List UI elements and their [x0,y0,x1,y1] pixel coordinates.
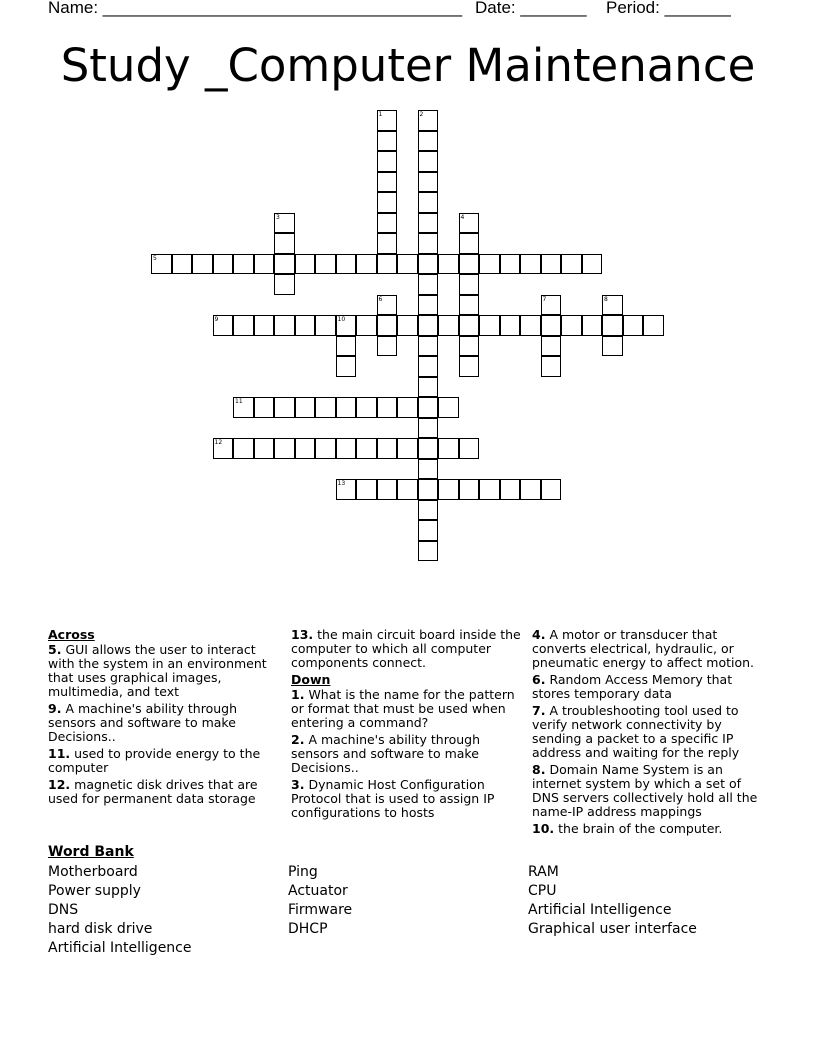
clue-across-11: 11. used to provide energy to the computer [48,746,261,775]
crossword-cell[interactable] [233,254,254,275]
crossword-cell[interactable] [377,438,398,459]
crossword-cell[interactable] [377,192,398,213]
crossword-cell[interactable] [377,131,398,152]
crossword-cell[interactable] [602,295,623,316]
crossword-cell[interactable] [295,254,316,275]
word-bank-item: Ping [288,864,318,880]
clue-number: 7 [542,295,547,303]
clue-down-2: 2. A machine's ability through sensors and software to make Decisions.. [291,732,481,775]
crossword-cell[interactable] [377,336,398,357]
word-bank-item: RAM [528,864,559,880]
crossword-cell[interactable] [459,438,480,459]
clue-number: 11 [235,398,243,405]
crossword-cell[interactable] [377,295,398,316]
crossword-cell[interactable] [336,315,357,336]
crossword-cell[interactable] [520,254,541,275]
crossword-cell[interactable] [561,315,582,336]
crossword-cell[interactable] [172,254,193,275]
crossword-cell[interactable] [336,397,357,418]
clue-number: 6 [378,295,383,303]
crossword-cell[interactable] [274,213,295,234]
clue-down-3: 3. Dynamic Host Configuration Protocol that is used to assign IP configurations to hosts [291,777,495,820]
clue-number: 12 [214,439,223,446]
date-field-label: Date: _______ [475,0,587,17]
crossword-cell[interactable] [192,254,213,275]
word-bank-item: Power supply [48,883,141,899]
crossword-cell[interactable] [500,479,521,500]
word-bank-item: DNS [48,902,79,918]
crossword-cell[interactable] [274,233,295,254]
clue-number: 2 [419,111,424,118]
word-bank-item: Graphical user interface [528,921,697,937]
crossword-cell[interactable] [295,315,316,336]
crossword-cell[interactable] [438,254,459,275]
crossword-cell[interactable] [459,479,480,500]
word-bank-item: DHCP [288,921,328,937]
crossword-cell[interactable] [233,438,254,459]
crossword-cell[interactable] [356,438,377,459]
crossword-cell[interactable] [602,336,623,357]
crossword-cell[interactable] [541,356,562,377]
crossword-cell[interactable] [459,315,480,336]
crossword-cell[interactable] [418,418,439,439]
word-bank-column-2 [288,863,352,939]
crossword-cell[interactable] [377,213,398,234]
clue-down-4: 4. A motor or transducer that converts electrical, hydraulic, or pneumatic energy to affect motion. [532,627,755,670]
crossword-cell[interactable] [336,254,357,275]
word-bank-item: Actuator [288,883,348,899]
clue-number: 8 [604,295,608,303]
crossword-cell[interactable] [541,479,562,500]
crossword-cell[interactable] [377,151,398,172]
crossword-cell[interactable] [541,295,562,316]
word-bank-column-3 [528,863,697,939]
crossword-cell[interactable] [418,397,439,418]
word-bank-column-1 [48,863,192,958]
crossword-cell[interactable] [377,172,398,193]
period-field-label: Period: _______ [606,0,731,17]
crossword-cell[interactable] [418,274,439,295]
word-bank-item: Motherboard [48,864,138,880]
crossword-cell[interactable] [274,315,295,336]
crossword-cell[interactable] [418,131,439,152]
crossword-cell[interactable] [336,438,357,459]
crossword-cell[interactable] [643,315,664,336]
clue-across-9: 9. A machine's ability through sensors and software to make Decisions.. [48,701,238,744]
clues-column-1 [48,628,273,809]
crossword-cell[interactable] [315,254,336,275]
crossword-cell[interactable] [397,254,418,275]
crossword-cell[interactable] [418,541,439,562]
crossword-cell[interactable] [336,336,357,357]
clue-across-12: 12. magnetic disk drives that are used for permanent data storage [48,777,258,806]
crossword-cell[interactable] [479,315,500,336]
crossword-cell[interactable] [418,500,439,521]
crossword-cell[interactable] [274,438,295,459]
crossword-cell[interactable] [418,110,439,131]
crossword-cell[interactable] [418,295,439,316]
clue-number: 1 [378,111,383,118]
crossword-cell[interactable] [479,479,500,500]
word-bank-item: Artificial Intelligence [48,940,192,956]
crossword-cell[interactable] [233,315,254,336]
name-field-label: Name: ______________________________________ [48,0,463,17]
crossword-cell[interactable] [233,397,254,418]
clue-number: 4 [460,213,465,221]
crossword-cell[interactable] [295,397,316,418]
crossword-cell[interactable] [254,397,275,418]
crossword-cell[interactable] [541,254,562,275]
crossword-cell[interactable] [336,356,357,377]
crossword-cell[interactable] [295,438,316,459]
crossword-cell[interactable] [459,295,480,316]
crossword-cell[interactable] [418,356,439,377]
crossword-cell[interactable] [377,315,398,336]
crossword-cell[interactable] [213,438,234,459]
crossword-cell[interactable] [623,315,644,336]
clues-column-3 [532,628,764,839]
word-bank-item: Artificial Intelligence [528,902,672,918]
crossword-cell[interactable] [418,377,439,398]
clue-number: 5 [153,254,157,262]
clue-down-10: 10. the brain of the computer. [532,821,723,836]
crossword-cell[interactable] [500,254,521,275]
down-heading: Down [291,672,331,687]
crossword-cell[interactable] [418,438,439,459]
crossword-cell[interactable] [254,254,275,275]
crossword-cell[interactable] [459,254,480,275]
clue-number: 3 [276,213,280,221]
crossword-cell[interactable] [213,254,234,275]
clues-column-2 [291,628,521,823]
crossword-cell[interactable] [459,336,480,357]
word-bank-item: CPU [528,883,557,899]
crossword-cell[interactable] [397,397,418,418]
crossword-cell[interactable] [377,110,398,131]
crossword-cell[interactable] [520,479,541,500]
crossword-cell[interactable] [418,233,439,254]
word-bank-item: Firmware [288,902,353,918]
crossword-cell[interactable] [254,315,275,336]
clue-number: 10 [337,316,346,323]
crossword-cell[interactable] [397,315,418,336]
crossword-cell[interactable] [438,438,459,459]
crossword-cell[interactable] [602,315,623,336]
crossword-cell[interactable] [418,459,439,480]
crossword-cell[interactable] [315,438,336,459]
clue-down-6: 6. Random Access Memory that stores temporary data [532,672,733,701]
crossword-cell[interactable] [418,336,439,357]
crossword-cell[interactable] [397,479,418,500]
crossword-cell[interactable] [582,315,603,336]
crossword-cell[interactable] [582,254,603,275]
crossword-cell[interactable] [274,397,295,418]
crossword-cell[interactable] [418,315,439,336]
crossword-cell[interactable] [541,315,562,336]
crossword-cell[interactable] [418,151,439,172]
crossword-cell[interactable] [500,315,521,336]
crossword-cell[interactable] [151,254,172,275]
crossword-cell[interactable] [356,254,377,275]
crossword-cell[interactable] [418,479,439,500]
crossword-cell[interactable] [438,315,459,336]
crossword-cell[interactable] [356,315,377,336]
crossword-cell[interactable] [377,254,398,275]
clue-down-8: 8. Domain Name System is an internet system by which a set of DNS servers collectively hold all the name-IP address mappings [532,762,758,819]
crossword-cell[interactable] [561,254,582,275]
crossword-cell[interactable] [274,254,295,275]
crossword-cell[interactable] [479,254,500,275]
crossword-cell[interactable] [377,397,398,418]
word-bank-item: hard disk drive [48,921,153,937]
crossword-cell[interactable] [459,213,480,234]
clue-across-5: 5. GUI allows the user to interact with the system in an environment that uses graphical images, multimedia, and text [48,642,267,699]
crossword-cell[interactable] [377,233,398,254]
crossword-cell[interactable] [418,192,439,213]
crossword-cell[interactable] [438,479,459,500]
crossword-cell[interactable] [315,397,336,418]
crossword-cell[interactable] [438,397,459,418]
crossword-cell[interactable] [418,254,439,275]
crossword-cell[interactable] [315,315,336,336]
clue-number: 9 [214,316,219,323]
crossword-cell[interactable] [459,356,480,377]
clue-number: 13 [337,480,346,487]
crossword-cell[interactable] [418,520,439,541]
crossword-cell[interactable] [274,274,295,295]
word-bank-title: Word Bank [48,844,134,860]
crossword-cell[interactable] [541,336,562,357]
crossword-cell[interactable] [418,172,439,193]
crossword-cell[interactable] [213,315,234,336]
crossword-cell[interactable] [418,213,439,234]
crossword-cell[interactable] [459,274,480,295]
crossword-cell[interactable] [397,438,418,459]
crossword-cell[interactable] [356,397,377,418]
page-title: Study _Computer Maintenance [60,39,756,92]
across-heading: Across [48,627,95,642]
clue-down-7: 7. A troubleshooting tool used to verify network connectivity by sending a packet to a specific IP address and waiting for the reply [532,703,740,760]
crossword-cell[interactable] [356,479,377,500]
clue-down-1: 1. What is the name for the pattern or format that must be used when entering a command? [291,687,515,730]
crossword-cell[interactable] [377,479,398,500]
crossword-cell[interactable] [336,479,357,500]
crossword-cell[interactable] [459,233,480,254]
crossword-cell[interactable] [254,438,275,459]
clue-across-13: 13. the main circuit board inside the computer to which all computer components connect. [291,627,521,670]
crossword-cell[interactable] [520,315,541,336]
